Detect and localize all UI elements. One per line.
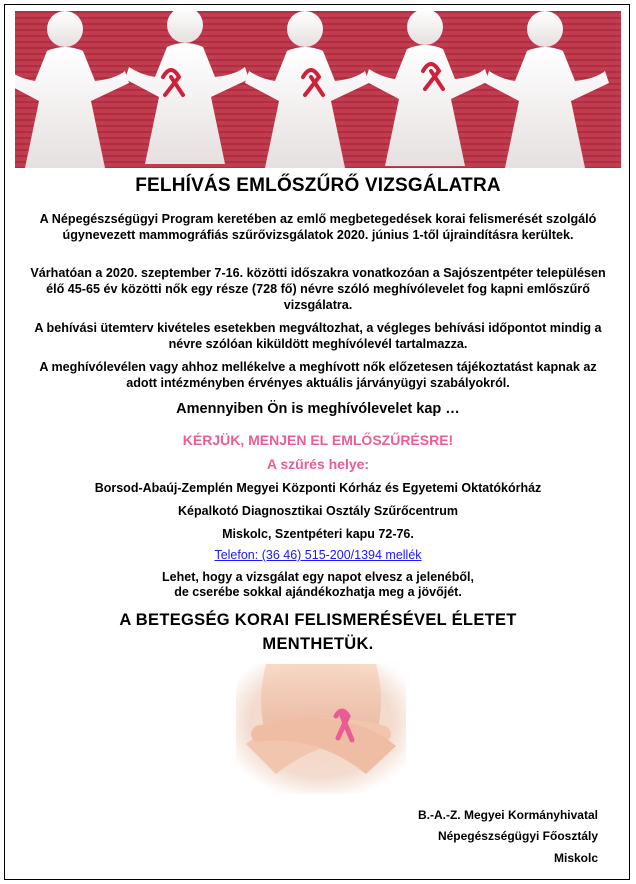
paper-dolls-pink-ribbon-icon — [15, 11, 621, 168]
slogan-line-2: MENTHETÜK. — [262, 635, 374, 653]
signature-org: B.-A.-Z. Megyei Kormányhivatal — [417, 808, 598, 822]
phone-link[interactable]: Telefon: (36 46) 515-200/1394 mellék — [214, 548, 422, 562]
call-to-action: KÉRJÜK, MENJEN EL EMLŐSZŰRÉSRE! — [182, 432, 454, 448]
location-heading: A szűrés helye: — [266, 456, 370, 472]
department-name: Képalkotó Diagnosztikai Osztály Szűrőcentrum — [178, 504, 458, 518]
change-paragraph: A behívási ütemterv kivételes esetekben megváltozhat, a végleges behívási időpontot mindig a névre szólóan kiküldött meghívólevél tartalmazza. — [34, 321, 602, 351]
invite-line: Amennyiben Ön is meghívólevelet kap … — [176, 401, 460, 417]
awareness-photo — [236, 664, 406, 794]
signature-department: Népegészségügyi Főosztály — [437, 829, 598, 843]
quote-line-2: de cserébe sokkal ajándékozhatja meg a jövőjét. — [174, 585, 462, 599]
quote-line-1: Lehet, hogy a vizsgálat egy napot elvesz a jelenéből, — [162, 570, 474, 584]
info-paragraph: A meghívólevélen vagy ahhoz mellékelve a meghívott nők előzetesen tájékoztatást kapnak az adott intézményben érvényes aktuális járványügyi szabályokról. — [39, 360, 597, 390]
hospital-name: Borsod-Abaúj-Zemplén Megyei Központi Kórház és Egyetemi Oktatókórház — [94, 481, 542, 495]
address: Miskolc, Szentpéteri kapu 72-76. — [222, 527, 414, 541]
page-title: FELHÍVÁS EMLŐSZŰRŐ VIZSGÁLATRA — [135, 175, 501, 196]
schedule-paragraph: Várhatóan a 2020. szeptember 7-16. közötti időszakra vonatkozóan a Sajószentpéter településen élő 45-65 év közötti nők egy része (728 fő) névre szóló meghívólevelet fog kapni emlőszűrő vizsgálatra. — [30, 266, 606, 312]
intro-paragraph: A Népegészségügyi Program keretében az emlő megbetegedések korai felismerését szolgáló úgynevezett mammográfiás szűrővizsgálatok 2020. június 1-től újraindításra kerültek. — [39, 212, 597, 242]
signature-city: Miskolc — [553, 851, 598, 865]
slogan-line-1: A BETEGSÉG KORAI FELISMERÉSÉVEL ÉLETET — [119, 611, 517, 629]
banner-image — [15, 11, 621, 168]
crossed-arms-ribbon-icon — [236, 664, 406, 794]
